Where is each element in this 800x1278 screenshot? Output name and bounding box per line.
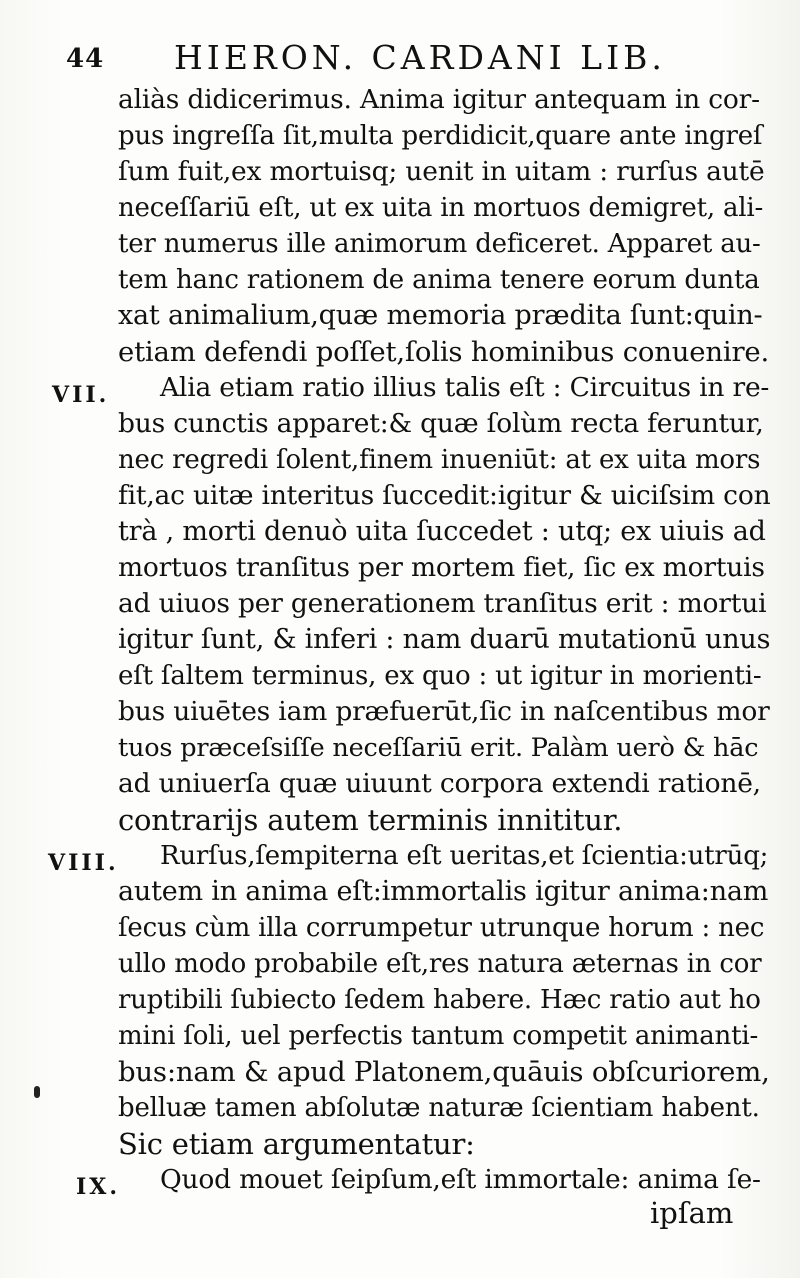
- text-line: ruptibili ſubiecto ſedem habere. Hæc ratio aut ho: [118, 985, 761, 1015]
- text-line: pus ingreſſa ſit,multa perdidicit,quare ante ingreſ: [118, 121, 763, 151]
- running-head: HIERON. CARDANI LIB.: [174, 38, 666, 77]
- text-line: trà , morti denuò uita ſuccedet : utq; ex uiuis ad: [118, 516, 766, 547]
- text-line: Rurſus,ſempiterna eſt ueritas,et ſcientia:utrūq;: [160, 841, 769, 871]
- text-line: ſum fuit,ex mortuisq; uenit in uitam : rurſus autē: [118, 156, 765, 187]
- text-line: autem in anima eſt:immortalis igitur anima:nam: [118, 876, 769, 907]
- section-number-ix: IX.: [76, 1174, 121, 1200]
- text-line: igitur ſunt, & inferi : nam duarū mutationū unus: [118, 624, 771, 655]
- text-line: tem hanc rationem de anima tenere eorum dunta: [118, 265, 760, 295]
- text-line: nec regredi ſolent,finem inueniūt: at ex uita mors: [118, 445, 761, 475]
- text-line: contrarijs autem terminis innititur.: [118, 803, 623, 837]
- text-line: bus:nam & apud Platonem,quāuis obſcuriorem,: [118, 1056, 770, 1088]
- text-line: mini ſoli, uel perfectis tantum competit animanti-: [118, 1021, 759, 1051]
- text-line: fit,ac uitæ interitus ſuccedit:igitur & uiciſsim con: [118, 480, 771, 511]
- section-number-vii: VII.: [52, 382, 110, 408]
- text-line: Quod mouet ſeipſum,eſt immortale: anima ſe-: [160, 1164, 761, 1195]
- text-line: xat animalium,quæ memoria prædita ſunt:quin-: [118, 300, 763, 331]
- text-line: tuos præceſsiſſe neceſſariū erit. Palàm uerò & hāc: [118, 733, 759, 763]
- text-line: ad uiuos per generationem tranſitus erit : mortui: [118, 588, 767, 619]
- text-line: ullo modo probabile eſt,res natura æternas in cor: [118, 949, 762, 979]
- catchword: ipſam: [650, 1196, 734, 1230]
- text-line: ter numerus ille animorum deficeret. Apparet au-: [118, 229, 761, 259]
- page-number: 44: [66, 44, 105, 74]
- text-line: ſecus cùm illa corrumpetur utrunque horum : nec: [118, 913, 765, 943]
- text-line: etiam defendi poſſet,ſolis hominibus conuenire.: [118, 336, 770, 368]
- text-line: mortuos tranſitus per mortem fiet, ſic ex mortuis: [118, 552, 765, 583]
- text-line: aliàs didicerimus. Anima igitur antequam in cor-: [118, 84, 760, 115]
- text-line: belluæ tamen abſolutæ naturæ ſcientiam habent.: [118, 1093, 760, 1123]
- text-line: Sic etiam argumentatur:: [118, 1127, 475, 1161]
- text-line: ad uniuerſa quæ uiuunt corpora extendi rationē,: [118, 768, 761, 799]
- text-line: eſt ſaltem terminus, ex quo : ut igitur in morienti-: [118, 661, 762, 691]
- text-line: bus cunctis apparet:& quæ ſolùm recta feruntur,: [118, 408, 764, 439]
- page-header: [40, 38, 770, 82]
- text-line: bus uiuētes iam præfuerūt,ſic in naſcentibus mor: [118, 696, 770, 727]
- text-line: neceſſariū eſt, ut ex uita in mortuos demigret, ali-: [118, 193, 764, 223]
- section-number-viii: VIII.: [48, 850, 119, 876]
- text-line: Alia etiam ratio illius talis eſt : Circuitus in re-: [160, 372, 770, 403]
- ink-mark: [34, 1086, 40, 1098]
